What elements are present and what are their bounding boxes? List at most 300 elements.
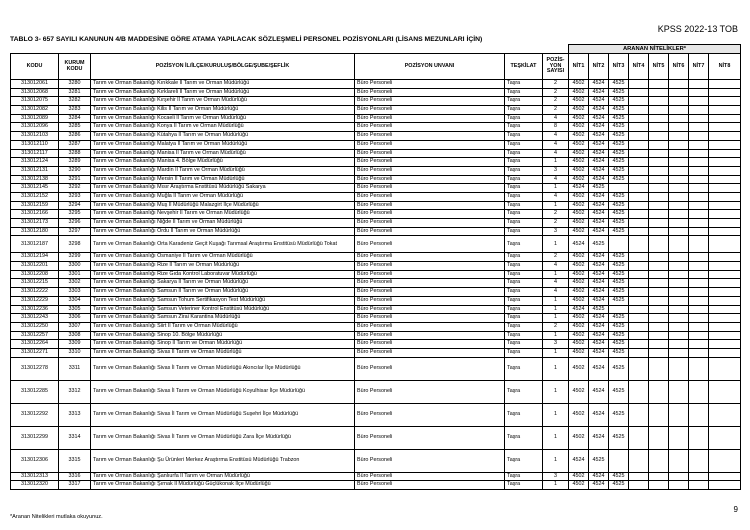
table-cell: 4525	[609, 472, 629, 481]
table-cell: 313012152	[11, 192, 59, 201]
table-cell	[609, 305, 629, 314]
column-header: POZİS-YON SAYISI	[543, 54, 569, 80]
table-cell	[669, 175, 689, 184]
table-cell: Büro Personeli	[355, 236, 505, 253]
table-cell: 3304	[59, 296, 91, 305]
table-cell: Büro Personeli	[355, 158, 505, 167]
table-cell: Tarım ve Orman Bakanlığı Rize Gıda Kontrol Laboratuvar Müdürlüğü	[91, 270, 355, 279]
table-cell: 313012061	[11, 80, 59, 89]
table-cell	[649, 123, 669, 132]
table-cell	[649, 262, 669, 271]
table-cell: 313012229	[11, 296, 59, 305]
table-cell: 313012222	[11, 288, 59, 297]
table-cell	[669, 166, 689, 175]
table-cell: Tarım ve Orman Bakanlığı Manisa İl Tarım ve Orman Müdürlüğü	[91, 149, 355, 158]
table-cell: 4524	[589, 106, 609, 115]
table-cell: 3305	[59, 305, 91, 314]
table-row	[11, 331, 741, 340]
table-cell	[669, 331, 689, 340]
table-cell: 4502	[569, 426, 589, 449]
table-row	[11, 322, 741, 331]
table-cell: 2	[543, 80, 569, 89]
table-cell: 4502	[569, 123, 589, 132]
column-header: POZİSYON İL/İLÇE/KURULUŞ/BÖLGE/ŞUBE/ŞEFLİK	[91, 54, 355, 80]
table-cell: 4524	[589, 296, 609, 305]
table-cell: 1	[543, 305, 569, 314]
table-cell: 3290	[59, 166, 91, 175]
table-cell	[689, 305, 709, 314]
table-cell	[689, 149, 709, 158]
table-cell: 3296	[59, 219, 91, 228]
table-cell	[629, 253, 649, 262]
table-cell	[649, 426, 669, 449]
table-cell	[629, 114, 649, 123]
table-cell: 4	[543, 288, 569, 297]
table-cell: Taşra	[505, 472, 543, 481]
table-cell: 4502	[569, 166, 589, 175]
table-cell: 4524	[589, 201, 609, 210]
table-cell	[689, 380, 709, 403]
table-cell: Taşra	[505, 158, 543, 167]
table-cell: Büro Personeli	[355, 279, 505, 288]
table-cell: 4502	[569, 262, 589, 271]
table-cell: Büro Personeli	[355, 403, 505, 426]
table-cell: Tarım ve Orman Bakanlığı Mardin İl Tarım ve Orman Müdürlüğü	[91, 166, 355, 175]
table-cell	[629, 201, 649, 210]
table-cell: 313012285	[11, 380, 59, 403]
table-cell	[669, 403, 689, 426]
table-cell: 3316	[59, 472, 91, 481]
table-cell: 4524	[589, 88, 609, 97]
table-cell	[629, 288, 649, 297]
table-cell	[709, 314, 741, 323]
table-cell: Büro Personeli	[355, 184, 505, 193]
table-cell: 3297	[59, 227, 91, 236]
table-cell	[629, 472, 649, 481]
table-cell: 4502	[569, 97, 589, 106]
table-cell: 313012201	[11, 262, 59, 271]
table-cell	[709, 219, 741, 228]
table-cell: 4525	[609, 88, 629, 97]
table-cell	[629, 305, 649, 314]
table-cell: Taşra	[505, 481, 543, 490]
table-cell	[649, 227, 669, 236]
table-cell	[669, 322, 689, 331]
table-cell: 3299	[59, 253, 91, 262]
table-cell	[689, 357, 709, 380]
table-cell	[689, 114, 709, 123]
table-cell: 4524	[589, 227, 609, 236]
column-header: POZİSYON UNVANI	[355, 54, 505, 80]
table-cell	[689, 210, 709, 219]
table-cell: 3314	[59, 426, 91, 449]
table-cell: 4524	[589, 114, 609, 123]
table-cell: Büro Personeli	[355, 262, 505, 271]
table-cell: Taşra	[505, 227, 543, 236]
table-cell	[649, 279, 669, 288]
table-cell: 4525	[609, 357, 629, 380]
table-cell: 3308	[59, 331, 91, 340]
table-cell: 4502	[569, 253, 589, 262]
table-cell	[669, 132, 689, 141]
table-cell	[669, 80, 689, 89]
table-cell: Taşra	[505, 80, 543, 89]
table-cell: Büro Personeli	[355, 296, 505, 305]
column-header: KODU	[11, 54, 59, 80]
table-cell: 313012243	[11, 314, 59, 323]
table-cell: Taşra	[505, 348, 543, 357]
table-cell: 3311	[59, 357, 91, 380]
table-cell	[629, 166, 649, 175]
table-cell: Tarım ve Orman Bakanlığı Siirt İl Tarım ve Orman Müdürlüğü	[91, 322, 355, 331]
table-cell: Tarım ve Orman Bakanlığı Muğla İl Tarım ve Orman Müdürlüğü	[91, 192, 355, 201]
table-cell	[689, 227, 709, 236]
table-cell: 4	[543, 279, 569, 288]
table-cell	[689, 270, 709, 279]
table-cell	[629, 262, 649, 271]
table-cell: 4525	[609, 132, 629, 141]
table-cell	[629, 449, 649, 472]
table-cell	[609, 449, 629, 472]
table-cell: Tarım ve Orman Bakanlığı Kütahya İl Tarım ve Orman Müdürlüğü	[91, 132, 355, 141]
table-cell: 4502	[569, 227, 589, 236]
table-cell	[709, 472, 741, 481]
table-cell: 4524	[569, 236, 589, 253]
table-cell: 3303	[59, 288, 91, 297]
table-cell: 4524	[589, 175, 609, 184]
table-cell: 4	[543, 132, 569, 141]
table-cell	[649, 472, 669, 481]
table-cell: 1	[543, 158, 569, 167]
table-cell	[709, 380, 741, 403]
table-cell	[709, 270, 741, 279]
table-cell	[669, 348, 689, 357]
table-cell: Büro Personeli	[355, 472, 505, 481]
table-cell	[629, 348, 649, 357]
table-cell: Büro Personeli	[355, 481, 505, 490]
table-cell: 4502	[569, 357, 589, 380]
table-cell: 4502	[569, 340, 589, 349]
table-cell	[669, 262, 689, 271]
column-header: KURUM KODU	[59, 54, 91, 80]
table-cell	[669, 114, 689, 123]
table-cell: 1	[543, 236, 569, 253]
table-cell: 4525	[609, 106, 629, 115]
table-cell: 4525	[609, 123, 629, 132]
table-cell	[709, 357, 741, 380]
table-cell: 3	[543, 166, 569, 175]
table-cell: Taşra	[505, 296, 543, 305]
table-cell: Taşra	[505, 314, 543, 323]
table-cell	[669, 449, 689, 472]
table-cell	[629, 210, 649, 219]
table-cell: 313012306	[11, 449, 59, 472]
table-row	[11, 158, 741, 167]
table-cell: Taşra	[505, 140, 543, 149]
table-row	[11, 192, 741, 201]
table-cell: 4502	[569, 80, 589, 89]
table-cell: Büro Personeli	[355, 132, 505, 141]
table-cell	[609, 184, 629, 193]
table-cell: 2	[543, 106, 569, 115]
table-cell	[649, 403, 669, 426]
table-cell: 3	[543, 472, 569, 481]
table-cell: 3294	[59, 201, 91, 210]
table-cell: Büro Personeli	[355, 288, 505, 297]
table-cell	[709, 296, 741, 305]
table-cell: 4502	[569, 314, 589, 323]
table-row	[11, 123, 741, 132]
table-cell	[669, 481, 689, 490]
table-cell: Büro Personeli	[355, 175, 505, 184]
table-cell: 4525	[609, 426, 629, 449]
table-cell	[649, 296, 669, 305]
table-cell: 3284	[59, 114, 91, 123]
table-cell	[629, 236, 649, 253]
table-cell: 2	[543, 253, 569, 262]
table-cell: Taşra	[505, 340, 543, 349]
table-cell	[649, 140, 669, 149]
table-cell: Büro Personeli	[355, 340, 505, 349]
table-cell: Tarım ve Orman Bakanlığı Samsun Tohum Sertifikasyon Test Müdürlüğü	[91, 296, 355, 305]
table-cell: Tarım ve Orman Bakanlığı Sivas İl Tarım ve Orman Müdürlüğü Zara İlçe Müdürlüğü	[91, 426, 355, 449]
table-cell: Tarım ve Orman Bakanlığı Sivas İl Tarım ve Orman Müdürlüğü Suşehri İlçe Müdürlüğü	[91, 403, 355, 426]
table-cell: Tarım ve Orman Bakanlığı Mısır Araştırma Enstitüsü Müdürlüğü Sakarya	[91, 184, 355, 193]
table-cell: Taşra	[505, 184, 543, 193]
table-cell: 4502	[569, 219, 589, 228]
table-cell: 4525	[609, 403, 629, 426]
column-header: NİT6	[669, 54, 689, 80]
table-cell	[689, 449, 709, 472]
page-number: 9	[733, 505, 738, 514]
table-cell: 4525	[609, 270, 629, 279]
table-cell: Tarım ve Orman Bakanlığı Şırnak İl Müdürlüğü Güçlükonak İlçe Müdürlüğü	[91, 481, 355, 490]
table-cell: 4502	[569, 106, 589, 115]
table-cell	[649, 106, 669, 115]
table-cell	[689, 403, 709, 426]
table-cell: 4525	[609, 481, 629, 490]
table-cell: 4525	[589, 305, 609, 314]
table-cell: Taşra	[505, 322, 543, 331]
table-cell	[689, 279, 709, 288]
table-cell: Tarım ve Orman Bakanlığı Samsun Veteriner Kontrol Enstitüsü Müdürlüğü	[91, 305, 355, 314]
table-cell: 3306	[59, 314, 91, 323]
table-cell	[629, 132, 649, 141]
table-row	[11, 262, 741, 271]
table-row	[11, 184, 741, 193]
table-cell: 313012096	[11, 123, 59, 132]
table-cell	[689, 481, 709, 490]
table-cell	[629, 184, 649, 193]
table-cell: 4524	[589, 149, 609, 158]
table-row	[11, 403, 741, 426]
table-cell: Tarım ve Orman Bakanlığı Sivas İl Tarım ve Orman Müdürlüğü Koyulhisar İlçe Müdürlüğü	[91, 380, 355, 403]
table-cell: 4524	[589, 132, 609, 141]
table-cell	[669, 210, 689, 219]
table-cell: Tarım ve Orman Bakanlığı Nevşehir İl Tarım ve Orman Müdürlüğü	[91, 210, 355, 219]
table-cell: 1	[543, 331, 569, 340]
table-cell	[669, 472, 689, 481]
table-cell: Taşra	[505, 114, 543, 123]
table-cell: Tarım ve Orman Bakanlığı Rize İl Tarım ve Orman Müdürlüğü	[91, 262, 355, 271]
table-cell	[629, 296, 649, 305]
table-cell: 313012236	[11, 305, 59, 314]
table-cell: 4524	[569, 305, 589, 314]
table-cell: 313012299	[11, 426, 59, 449]
table-cell	[669, 288, 689, 297]
table-row	[11, 340, 741, 349]
table-cell	[709, 192, 741, 201]
table-row	[11, 296, 741, 305]
table-cell: 4525	[609, 348, 629, 357]
table-cell	[649, 149, 669, 158]
table-cell	[669, 357, 689, 380]
aranan-nitelikler-header: ARANAN NİTELİKLER*	[569, 45, 741, 54]
table-cell: 4	[543, 262, 569, 271]
table-cell: Büro Personeli	[355, 449, 505, 472]
table-cell	[709, 331, 741, 340]
table-cell	[709, 348, 741, 357]
table-cell	[669, 296, 689, 305]
table-row	[11, 472, 741, 481]
table-cell	[649, 166, 669, 175]
table-cell	[669, 201, 689, 210]
table-cell: Büro Personeli	[355, 192, 505, 201]
table-cell	[709, 80, 741, 89]
table-cell: 4525	[609, 158, 629, 167]
table-cell: 4525	[589, 236, 609, 253]
table-cell: Taşra	[505, 106, 543, 115]
table-cell	[649, 270, 669, 279]
table-cell: 4525	[609, 175, 629, 184]
table-cell	[649, 288, 669, 297]
table-cell: 4524	[589, 322, 609, 331]
table-row	[11, 305, 741, 314]
table-cell: Tarım ve Orman Bakanlığı Ordu İl Tarım ve Orman Müdürlüğü	[91, 227, 355, 236]
table-cell: 313012117	[11, 149, 59, 158]
table-cell: Taşra	[505, 279, 543, 288]
table-cell: 4502	[569, 175, 589, 184]
table-cell	[629, 426, 649, 449]
table-cell: 3282	[59, 97, 91, 106]
table-cell	[709, 201, 741, 210]
table-cell	[629, 314, 649, 323]
table-body	[11, 80, 741, 490]
table-cell: 4	[543, 192, 569, 201]
table-row	[11, 175, 741, 184]
table-cell: 4524	[589, 262, 609, 271]
table-row	[11, 357, 741, 380]
table-cell	[709, 132, 741, 141]
table-cell	[669, 123, 689, 132]
table-cell	[629, 106, 649, 115]
table-row	[11, 253, 741, 262]
table-cell: Taşra	[505, 253, 543, 262]
footnote: *Aranan Nitelikleri mutlaka okuyunuz.	[10, 514, 103, 520]
table-cell: 4524	[589, 279, 609, 288]
table-row	[11, 270, 741, 279]
table-cell: 313012103	[11, 132, 59, 141]
table-cell: Tarım ve Orman Bakanlığı Sakarya İl Tarım ve Orman Müdürlüğü	[91, 279, 355, 288]
table-cell: Büro Personeli	[355, 380, 505, 403]
table-cell: 3293	[59, 192, 91, 201]
table-cell: 313012215	[11, 279, 59, 288]
table-cell: Büro Personeli	[355, 166, 505, 175]
table-cell	[649, 80, 669, 89]
table-cell: 3300	[59, 262, 91, 271]
table-cell: Taşra	[505, 166, 543, 175]
table-cell	[709, 123, 741, 132]
table-cell	[649, 210, 669, 219]
table-cell: Büro Personeli	[355, 357, 505, 380]
table-cell: 4502	[569, 192, 589, 201]
table-cell	[709, 149, 741, 158]
table-row	[11, 80, 741, 89]
table-cell: 3	[543, 340, 569, 349]
table-cell	[649, 236, 669, 253]
table-cell	[649, 314, 669, 323]
column-header: NİT5	[649, 54, 669, 80]
table-cell: Büro Personeli	[355, 219, 505, 228]
table-row	[11, 106, 741, 115]
table-cell: Tarım ve Orman Bakanlığı Malatya İl Tarım ve Orman Müdürlüğü	[91, 140, 355, 149]
table-cell: Büro Personeli	[355, 106, 505, 115]
table-cell: Tarım ve Orman Bakanlığı Osmaniye İl Tarım ve Orman Müdürlüğü	[91, 253, 355, 262]
table-cell: Tarım ve Orman Bakanlığı Muş İl Müdürlüğü Malazgirt İlçe Müdürlüğü	[91, 201, 355, 210]
table-cell: Büro Personeli	[355, 114, 505, 123]
table-cell	[709, 253, 741, 262]
table-cell: 313012089	[11, 114, 59, 123]
table-cell: 4524	[589, 219, 609, 228]
table-cell	[629, 331, 649, 340]
table-cell: Taşra	[505, 403, 543, 426]
table-row	[11, 210, 741, 219]
table-cell	[629, 149, 649, 158]
table-cell: Büro Personeli	[355, 88, 505, 97]
table-cell: 4524	[589, 426, 609, 449]
table-cell: Tarım ve Orman Bakanlığı Orta Karadeniz Geçit Kuşağı Tarımsal Araştırma Enstitüsü Müdürlüğü Tokat	[91, 236, 355, 253]
table-cell	[649, 158, 669, 167]
table-cell: 313012124	[11, 158, 59, 167]
table-cell: 4524	[589, 331, 609, 340]
table-cell	[629, 270, 649, 279]
table-cell	[709, 449, 741, 472]
table-cell: 4525	[609, 210, 629, 219]
table-cell	[709, 236, 741, 253]
exam-label: KPSS 2022-13 TOB	[657, 24, 738, 34]
table-cell: 4524	[589, 340, 609, 349]
table-cell: Tarım ve Orman Bakanlığı Sinop 10. Bölge Müdürlüğü	[91, 331, 355, 340]
table-cell: 4502	[569, 348, 589, 357]
table-cell	[709, 210, 741, 219]
table-cell: 4525	[609, 262, 629, 271]
table-cell: 4502	[569, 279, 589, 288]
table-cell	[649, 114, 669, 123]
table-cell	[649, 481, 669, 490]
column-header: TEŞKİLAT	[505, 54, 543, 80]
table-cell: 3317	[59, 481, 91, 490]
table-cell	[689, 472, 709, 481]
table-cell: 4524	[589, 481, 609, 490]
table-cell: 3280	[59, 80, 91, 89]
table-cell: Tarım ve Orman Bakanlığı Kırşehir İl Tarım ve Orman Müdürlüğü	[91, 97, 355, 106]
table-cell: 4525	[609, 140, 629, 149]
table-cell: Tarım ve Orman Bakanlığı Kırıkkale İl Tarım ve Orman Müdürlüğü	[91, 80, 355, 89]
table-cell	[649, 331, 669, 340]
table-cell: Taşra	[505, 380, 543, 403]
table-cell	[649, 449, 669, 472]
table-cell	[669, 88, 689, 97]
